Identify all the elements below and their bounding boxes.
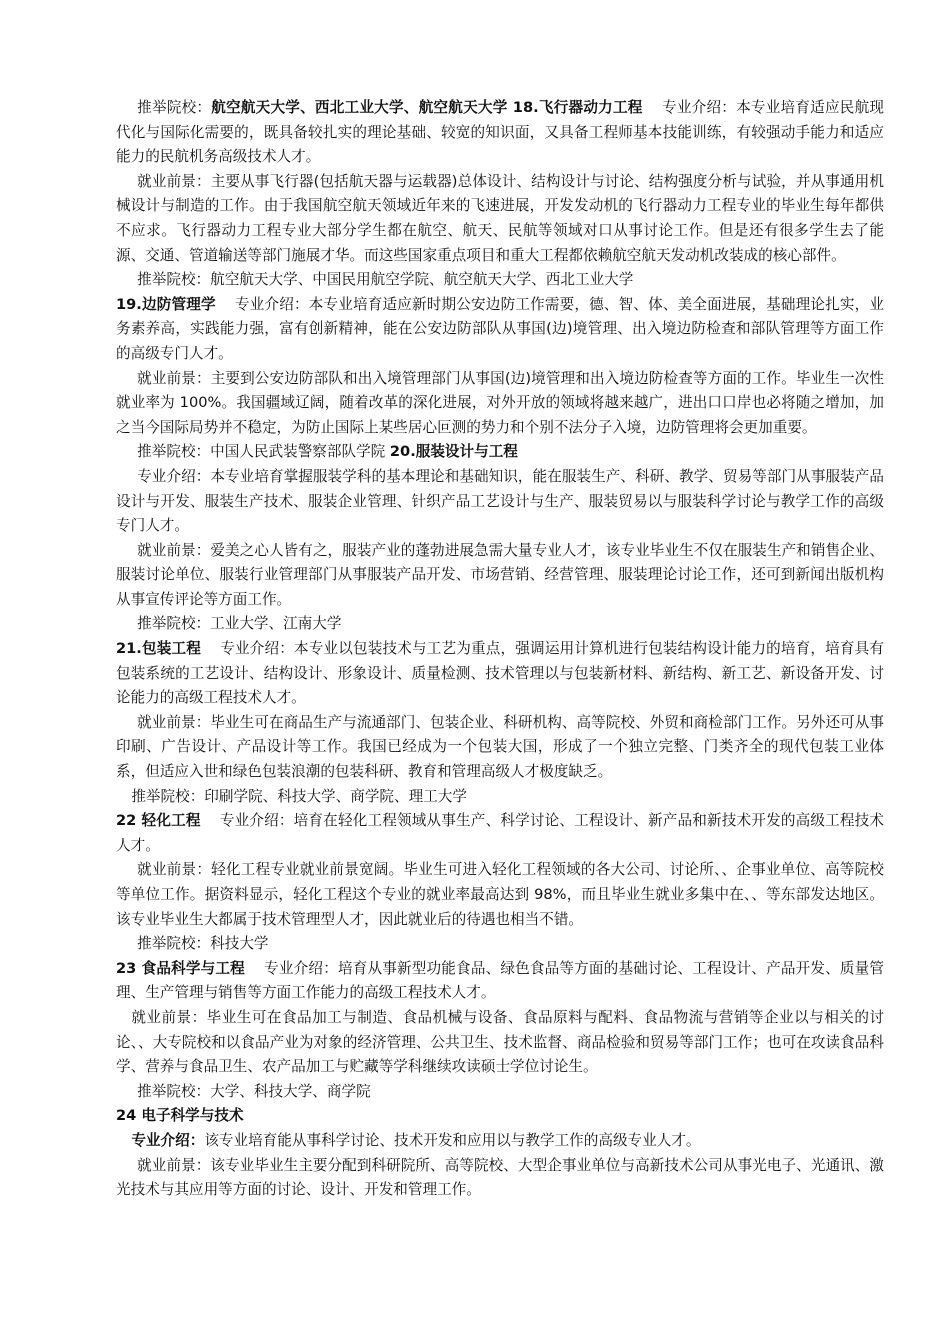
paragraph (116, 637, 884, 711)
text-run: 专业介绍：培育在轻化工程领域从事生产、科学讨论、工程设计、新产品和新技术开发的高级工程技术人才。 (116, 812, 884, 854)
bold-text-run: 21.包装工程 (116, 640, 202, 658)
paragraph (116, 1006, 884, 1080)
text-run: 专业介绍：本专业培育掌握服装学科的基本理论和基础知识，能在服装生产、科研、教学、贸易等部门从事服装产品设计与开发、服装生产技术、服装企业管理、针织产品工艺设计与生产、服装贸易以与服装科学讨论与教学工作的高级专门人才。 (116, 467, 884, 535)
bold-text-run: 专业介绍： (131, 1131, 205, 1149)
bold-text-run: 20.服装设计与工程 (389, 443, 518, 461)
paragraph (116, 170, 884, 268)
text-run: 就业前景：毕业生可在食品加工与制造、食品机械与设备、食品原料与配料、食品物流与营销等企业以与相关的讨论、、大专院校和以食品产业为对象的经济管理、公共卫生、技术监督、商品检验和贸易等部门工作；也可在攻读食品科学、营养与食品卫生、农产品加工与贮藏等学科继续攻读硕士学位讨论生。 (116, 1008, 884, 1076)
paragraph (116, 809, 884, 858)
text-run: 就业前景：主要到公安边防部队和出入境管理部门从事国(边)境管理和出入境边防检查等方面的工作。毕业生一次性就业率为 100%。我国疆域辽阔，随着改革的深化进展，对外开放的领域将越来越广，进出口口岸也必将随之增加，加之当今国际局势并不稳定，为防止国际上某些居心叵测的势力和个别不法分子入境，边防管理将会更加重要。 (116, 369, 884, 436)
text-run: 该专业培育能从事科学讨论、技术开发和应用以与教学工作的高级专业人才。 (204, 1131, 701, 1149)
text-run: 就业前景：主要从事飞行器(包括航天器与运载器)总体设计、结构设计与讨论、结构强度分析与试验，并从事通用机械设计与制造的工作。由于我国航空航天领域近年来的飞速进展，开发发动机的飞行器动力工程专业的毕业生每年都供不应求。飞行器动力工程专业大部分学生都在航空、航天、民航等领域对口从事讨论工作。但是还有很多学生去了能源、交通、管道输送等部门施展才华。而这些国家重点项目和重大工程都依赖航空航天发动机改装成的核心部件。 (116, 172, 884, 264)
paragraph (116, 711, 884, 785)
paragraph (116, 96, 884, 170)
text-run: 专业介绍：本专业以包装技术与工艺为重点，强调运用计算机进行包装结构设计能力的培育，培育具有包装系统的工艺设计、结构设计、形象设计、质量检测、技术管理以与包装新材料、新结构、新工艺、新设备开发、讨论能力的高级工程技术人才。 (116, 640, 884, 707)
text-run: 就业前景：毕业生可在商品生产与流通部门、包装企业、科研机构、高等院校、外贸和商检部门工作。另外还可从事印刷、广告设计、产品设计等工作。我国已经成为一个包装大国，形成了一个独立完整、门类齐全的现代包装工业体系，但适应入世和绿色包装浪潮的包装科研、教育和管理高级人才极度缺乏。 (116, 713, 884, 781)
text-run: 推举院校：工业大学、江南大学 (137, 615, 342, 633)
text-run: 推举院校：科技大学 (137, 935, 269, 953)
document-page (116, 96, 884, 1203)
paragraph (116, 539, 884, 613)
paragraph (116, 1154, 884, 1203)
paragraph (116, 957, 884, 1006)
text-run: 推举院校：航空航天大学、中国民用航空学院、航空航天大学、西北工业大学 (137, 271, 634, 289)
text-run: 专业介绍：本专业培育适应新时期公安边防工作需要，德、智、体、美全面进展，基础理论扎实，业务素养高，实践能力强，富有创新精神，能在公安边防部队从事国(边)境管理、出入境边防检查和部队管理等方面工作的高级专门人才。 (116, 295, 885, 362)
paragraph (116, 612, 884, 637)
bold-text-run: 23 食品科学与工程 (116, 959, 245, 977)
paragraph (116, 440, 884, 465)
paragraph (116, 932, 884, 957)
paragraph (116, 1080, 884, 1105)
paragraph (116, 1104, 884, 1129)
text-run: 专业介绍：本专业培育适应民航现代化与国际化需要的，既具备较扎实的理论基础、较宽的知识面，又具备工程师基本技能训练，有较强动手能力和适应能力的民航机务高级技术人才。 (116, 99, 884, 166)
bold-text-run: 19.边防管理学 (116, 295, 216, 313)
bold-text-run: 航空航天大学、西北工业大学、航空航天大学 18.飞行器动力工程 (211, 99, 643, 116)
text-run: 推举院校：印刷学院、科技大学、商学院、理工大学 (131, 787, 467, 805)
paragraph (116, 1129, 884, 1154)
text-run: 推举院校：大学、科技大学、商学院 (137, 1082, 371, 1100)
bold-text-run: 22 轻化工程 (116, 812, 201, 830)
paragraph (116, 785, 884, 810)
text-run: 专业介绍：培育从事新型功能食品、绿色食品等方面的基础讨论、工程设计、产品开发、质量管理、生产管理与销售等方面工作能力的高级工程技术人才。 (116, 959, 885, 1002)
text-run: 就业前景：爱美之心人皆有之，服装产业的蓬勃进展急需大量专业人才，该专业毕业生不仅在服装生产和销售企业、服装讨论单位、服装行业管理部门从事服装产品开发、市场营销、经营管理、服装理论讨论工作，还可到新闻出版机构从事宣传评论等方面工作。 (116, 541, 884, 608)
paragraph (116, 293, 884, 367)
text-run: 推举院校：中国人民武装警察部队学院 (137, 443, 390, 461)
paragraph (116, 367, 884, 441)
text-run: 就业前景：该专业毕业生主要分配到科研院所、高等院校、大型企事业单位与高新技术公司从事光电子、光通讯、激光技术与其应用等方面的讨论、设计、开发和管理工作。 (116, 1156, 884, 1199)
paragraph (116, 268, 884, 293)
paragraph (116, 465, 884, 539)
text-run: 推举院校： (137, 99, 212, 116)
bold-text-run: 24 电子科学与技术 (116, 1107, 244, 1125)
text-run: 就业前景：轻化工程专业就业前景宽阔。毕业生可进入轻化工程领域的各大公司、讨论所、、企事业单位、高等院校等单位工作。据资料显示，轻化工程这个专业的就业率最高达到 98%，而且毕业生就业多集中在、、等东部发达地区。该专业毕业生大都属于技术管理型人才，因此就业后的待遇也相当不错。 (116, 861, 884, 928)
paragraph (116, 858, 884, 932)
